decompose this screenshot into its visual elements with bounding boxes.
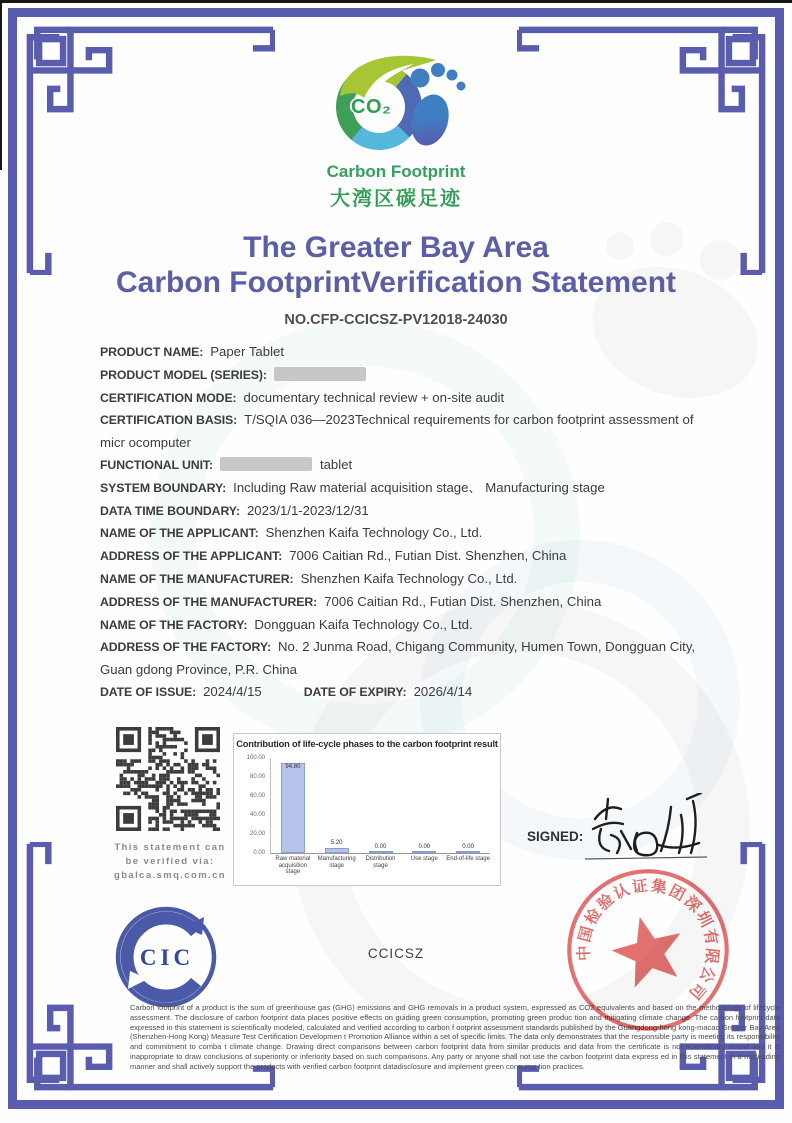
chart-category-label: Raw material acquisition stage: [275, 856, 311, 876]
chart-category-label: Distribution stage: [365, 856, 396, 869]
chart-ytick: 40.00: [249, 812, 265, 818]
field-label: CERTIFICATION MODE:: [100, 390, 237, 405]
field-value: Dongguan Kaifa Technology Co., Ltd.: [254, 616, 473, 632]
issue-date-label: DATE OF ISSUE:: [100, 684, 197, 699]
field-row: [100, 636, 700, 681]
field-label: NAME OF THE APPLICANT:: [100, 526, 259, 541]
scan-edge: [0, 0, 2, 170]
field-row: [100, 500, 700, 523]
chart-bar-value: 5.20: [330, 840, 343, 846]
chart-bar: [369, 851, 393, 853]
field-row: [100, 387, 700, 410]
chart-plot-area: [270, 758, 490, 876]
dates-row: [100, 681, 700, 704]
field-row: [100, 341, 700, 364]
chart-category-label: Use stage: [410, 856, 438, 862]
disclaimer-text: Carbon footprint of a product is the sum of greenhouse gas (GHG) emissions and GHG removals in a product system, expressed as CO2 equivalents and based on the methodology of lifecycle assessment. The disclosure of carbon footprint data places positive effects on guiding green consumption, promoting green produc tion and mitigating climate change. The carbon footprint data expressed in this statement is scientifically modeled, calculated and verified according to carbon f ootprint assessment standards published by the Guangdong-hong kong-macao Greater Bay Area (Shenzhen-Hong Kong) Measure Test Certification Developmen t Promotion Alliance within a set of specific limits. The data only demonstrates that the responsible party is meeting its responsibility and commitment to comba t climate change. Drawing direct comparisons between carbon footprint data from similar products and data from the certificate is not scientifically sound and it is inappropriate to draw conclusions of superiority or inferiority based on such comparisons. Any party or anyone shall not use the carbon footprint data express ed in this statement in a misleading manner and shall actively support the products with verified carbon footprint datadisclosure and implement green consump tion practices.: [130, 1003, 780, 1071]
verification-url: gbalca.smq.com.cn: [114, 869, 226, 881]
chart-y-axis: [238, 755, 267, 856]
field-value: [213, 457, 352, 472]
field-label: PRODUCT NAME:: [100, 345, 204, 359]
co2-label: CO₂: [351, 96, 392, 118]
field-value-text: tablet: [319, 456, 353, 472]
expiry-date-value: 2026/4/14: [413, 683, 473, 699]
field-label: ADDRESS OF THE APPLICANT:: [100, 549, 283, 564]
field-value: 7006 Caitian Rd., Futian Dist. Shenzhen, China: [289, 548, 567, 564]
verification-note-line2: be verified via:: [125, 855, 215, 867]
field-value: documentary technical review + on-site audit: [243, 389, 505, 405]
field-row: [100, 364, 700, 387]
scan-edge: [0, 0, 792, 3]
field-value: 2023/1/1-2023/12/31: [246, 502, 369, 518]
certificate-fields: [100, 341, 700, 704]
field-label: FUNCTIONAL UNIT:: [100, 457, 213, 472]
chart-category-label: End-of-life stage: [446, 856, 490, 862]
certificate-number: NO.CFP-CCICSZ-PV12018-24030: [284, 312, 508, 328]
certificate-title-line1: The Greater Bay Area: [243, 231, 549, 264]
field-row: [100, 477, 700, 500]
certificate-title-line2: Carbon FootprintVerification Statement: [115, 266, 677, 299]
field-value: 7006 Caitian Rd., Futian Dist. Shenzhen, China: [324, 593, 602, 609]
chart-ytick: 0.00: [253, 850, 265, 856]
field-label: CERTIFICATION BASIS:: [100, 413, 238, 428]
chart-bar: [456, 851, 480, 853]
fields-list: [100, 341, 700, 681]
field-value: [267, 367, 366, 382]
field-row: [100, 522, 700, 545]
lifecycle-chart: [233, 733, 501, 886]
signed-label: SIGNED:: [527, 829, 584, 844]
field-label: DATA TIME BOUNDARY:: [100, 503, 240, 518]
chart-bar-value: 94.80: [285, 764, 301, 770]
chart-bar: [325, 848, 349, 853]
expiry-date-label: DATE OF EXPIRY:: [303, 684, 407, 699]
logo-caption-chinese: 大湾区碳足迹: [330, 188, 462, 210]
field-label: NAME OF THE FACTORY:: [100, 617, 248, 632]
chart-bar: [412, 851, 436, 853]
logo-caption-english: Carbon Footprint: [326, 162, 466, 181]
field-value: Shenzhen Kaifa Technology Co., Ltd.: [300, 570, 518, 586]
chart-ytick: 60.00: [249, 793, 265, 799]
verification-note-line1: This statement can: [114, 842, 226, 853]
field-value: T/SQIA 036—2023Technical requirements for carbon footprint assessment of micr ocomputer: [100, 412, 694, 451]
field-row: [100, 614, 700, 637]
field-value: Paper Tablet: [210, 344, 285, 359]
qr-code: [116, 727, 220, 831]
chart-bar-value: 0.00: [462, 844, 474, 850]
carbon-footprint-logo: [316, 52, 476, 164]
footprint-icon: [400, 56, 476, 156]
seal-company-name: 中国检验认证集团深圳有限公司: [575, 877, 721, 1004]
field-label: NAME OF THE MANUFACTURER:: [100, 571, 294, 586]
field-value: No. 2 Junma Road, Chigang Community, Humen Town, Dongguan City, Guan gdong Province, P.R. China: [100, 639, 696, 678]
chart-ytick: 80.00: [249, 774, 265, 780]
field-value: Including Raw material acquisition stage、 Manufacturing stage: [233, 479, 605, 495]
ccic-logo-text: CIC: [139, 945, 195, 970]
redacted-value: [220, 457, 312, 471]
redacted-value: [274, 367, 366, 381]
chart-bar: [281, 763, 305, 853]
field-row: [100, 409, 700, 454]
chart-ytick: 20.00: [249, 831, 265, 837]
field-label: SYSTEM BOUNDARY:: [100, 480, 227, 495]
field-row: [100, 454, 700, 477]
field-row: [100, 591, 700, 614]
field-row: [100, 545, 700, 568]
issue-date-value: 2024/4/15: [203, 683, 262, 699]
field-value: Shenzhen Kaifa Technology Co., Ltd.: [265, 525, 483, 541]
field-label: ADDRESS OF THE MANUFACTURER:: [100, 594, 318, 609]
chart-ytick: 100.00: [246, 755, 265, 761]
chart-category-label: Manufacturing stage: [317, 856, 356, 869]
field-label: ADDRESS OF THE FACTORY:: [100, 640, 272, 655]
organization-code: CCICSZ: [367, 946, 425, 961]
chart-bar-value: 0.00: [418, 844, 431, 850]
chart-title: Contribution of life-cycle phases to the carbon footprint result: [236, 739, 498, 749]
field-label: PRODUCT MODEL (SERIES):: [100, 367, 267, 382]
chart-bar-value: 0.00: [374, 844, 387, 850]
field-row: [100, 568, 700, 591]
